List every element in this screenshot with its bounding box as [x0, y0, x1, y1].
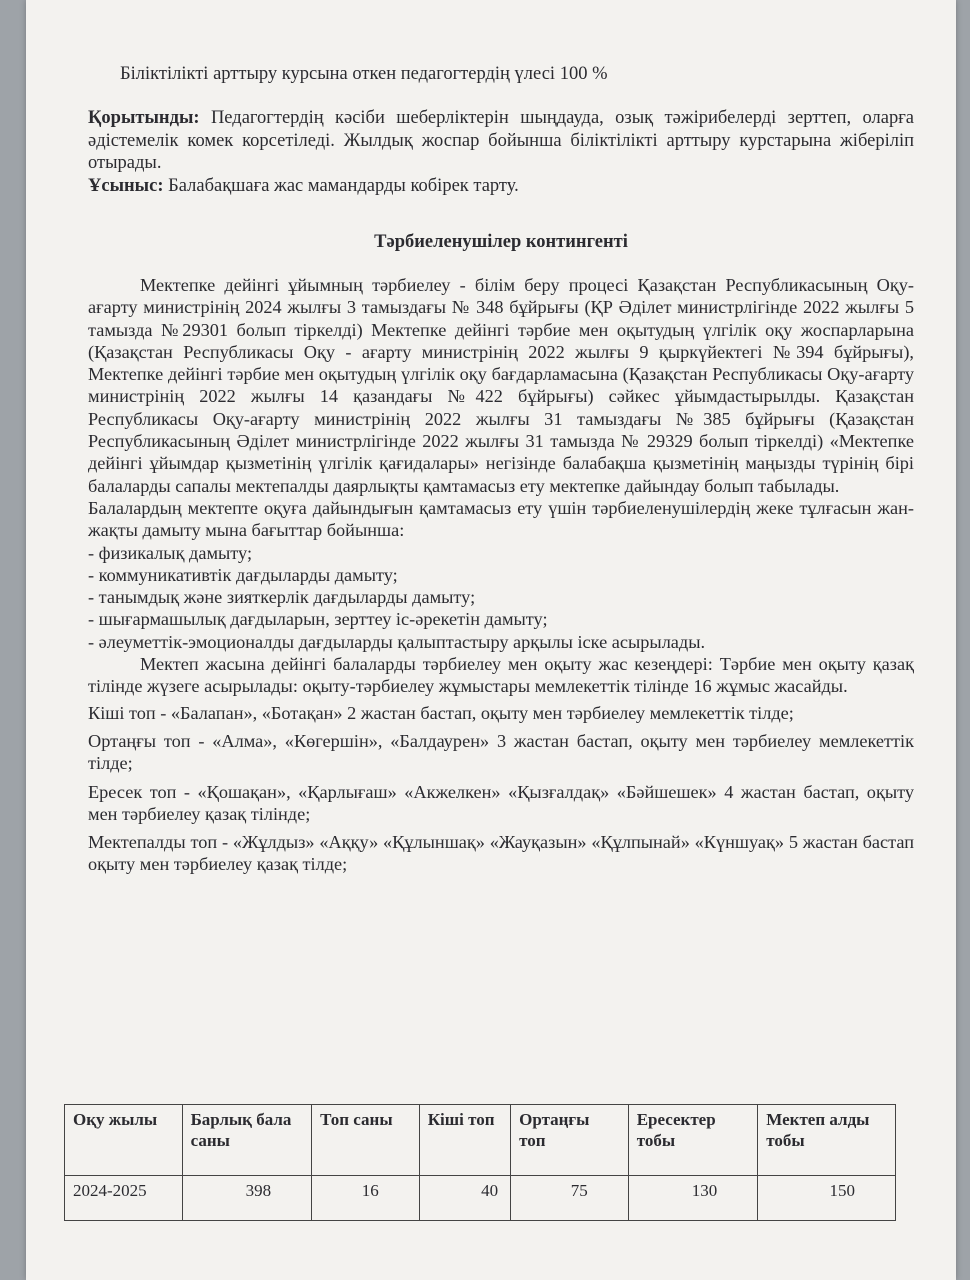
paragraph-age-periods: Мектеп жасына дейінгі балаларды тәрбиелеу мен оқыту жас кезеңдері: Тәрбие мен оқыту қазақ тілінде жүзеге асырылады: оқыту-тәрбиелеу жұмыстары мемлекеттік тілінде 16 жұмыс жасайды.: [88, 654, 914, 697]
header-cell: Топ саны: [312, 1105, 420, 1176]
table-cell: 16: [312, 1176, 420, 1221]
table-cell: 130: [628, 1176, 758, 1221]
teacher-training-share: Біліктілікті арттыру курсына откен педагогтердің үлесі 100 %: [120, 64, 608, 84]
table-cell: 40: [419, 1176, 510, 1221]
conclusion-paragraph: [88, 107, 914, 175]
table-cell: 150: [758, 1176, 896, 1221]
main-text: [88, 274, 914, 876]
group-senior: Ересек топ - «Қошақан», «Қарлығаш» «Акжелкен» «Қызғалдақ» «Бәйшешек» 4 жастан бастап, оқыту мен тәрбиелеу қазақ тілінде;: [88, 781, 914, 824]
contingent-table: [64, 1104, 896, 1221]
conclusion-block: [88, 107, 914, 197]
header-cell: Барлық бала саны: [182, 1105, 312, 1176]
header-cell: Кіші топ: [419, 1105, 510, 1176]
list-item: - танымдық және зияткерлік дағдыларды дамыту;: [88, 587, 476, 608]
group-junior: Кіші топ - «Балапан», «Ботақан» 2 жастан бастап, оқыту мен тәрбиелеу мемлекеттік тілде;: [88, 702, 794, 723]
document-page: [26, 0, 956, 1280]
header-cell: Мектеп алды тобы: [758, 1105, 896, 1176]
proposal-label: Ұсыныс:: [88, 175, 164, 196]
group-preschool: Мектепалды топ - «Жұлдыз» «Аққу» «Құлыншақ» «Жауқазын» «Құлпынай» «Күншуақ» 5 жастан бастап оқыту мен тәрбиелеу қазақ тілде;: [88, 832, 914, 875]
paragraph-readiness: Балалардың мектепте оқуға дайындығын қамтамасыз ету үшін тәрбиеленушілердің жеке тұлғасын жан-жақты дамыту мына бағыттар бойынша:: [88, 497, 914, 541]
conclusion-label: Қорытынды:: [88, 108, 200, 128]
development-list: [88, 542, 914, 653]
header-cell: Ересектер тобы: [628, 1105, 758, 1176]
section-title: Тәрбиеленушілер контингенті: [374, 232, 628, 252]
header-cell: Оқу жылы: [65, 1105, 183, 1176]
list-item: - физикалық дамыту;: [88, 542, 253, 563]
group-middle: Ортаңғы топ - «Алма», «Көгершін», «Балдаурен» 3 жастан бастап, оқыту мен тәрбиелеу мемлекеттік тілде;: [88, 730, 914, 774]
list-item: - шығармашылық дағдыларын, зерттеу іс-әрекетін дамыту;: [88, 609, 548, 630]
list-item: - әлеуметтік-эмоционалды дағдыларды қалыптастыру арқылы іске асырылады.: [88, 631, 706, 652]
proposal-text: Балабақшаға жас мамандарды кобірек тарту.: [163, 175, 519, 196]
proposal-paragraph: [88, 175, 914, 198]
list-item: - коммуникативтік дағдыларды дамыту;: [88, 564, 398, 585]
paragraph-curriculum: Мектепке дейінгі ұйымның тәрбиелеу - білім беру процесі Қазақстан Республикасының Оқу- ағарту министрінің 2024 жылғы 3 тамыздағы № 348 бұйрығы (ҚР Әділет министрлігінде 2022 жылғы 5 тамызда №29301 болып тіркелді) Мектепке дейінгі тәрбие мен оқытудың үлгілік оқу жоспарларына (Қазақстан Республикасы Оқу - ағарту министрінің 2022 жылғы 9 қыркүйектегі №394 бұйрығы), Мектепке дейінгі тәрбие мен оқытудың үлгілік оқу бағдарламасына (Қазақстан Республикасы Оқу-ағарту министрінің 2022 жылғы 14 қазандағы №422 бұйрығы) сәйкес ұйымдастырылды. Қазақстан Республикасы Оқу-ағарту министрінің 2022 жылғы 31 тамыздағы №385 бұйрығы (Қазақстан Республикасының Әділет министрлігінде 2022 жылғы 31 тамызда № 29329 болып тіркелді) «Мектепке дейінгі ұйымдар қызметінің үлгілік қағидалары» негізінде балабақша қызметінің маңызды түрінің бірі балаларды сапалы мектепалды даярлықты қамтамасыз ету мектепке дайындау болып табылады.: [88, 275, 914, 496]
header-cell: Ортаңғы топ: [511, 1105, 629, 1176]
header-line: [88, 63, 914, 86]
table-header-row: [65, 1105, 896, 1176]
table-row: [65, 1176, 896, 1221]
conclusion-text: Педагогтердің кәсіби шеберліктерін шыңдауда, озық тәжірибелерді зерттеп, оларға әдістемелік комек корсетіледі. Жылдық жоспар бойынша біліктілікті арттыру курстарына жіберіліп отырады.: [88, 108, 914, 173]
table-cell: 398: [182, 1176, 312, 1221]
table-cell: 2024-2025: [65, 1176, 183, 1221]
table-cell: 75: [511, 1176, 629, 1221]
